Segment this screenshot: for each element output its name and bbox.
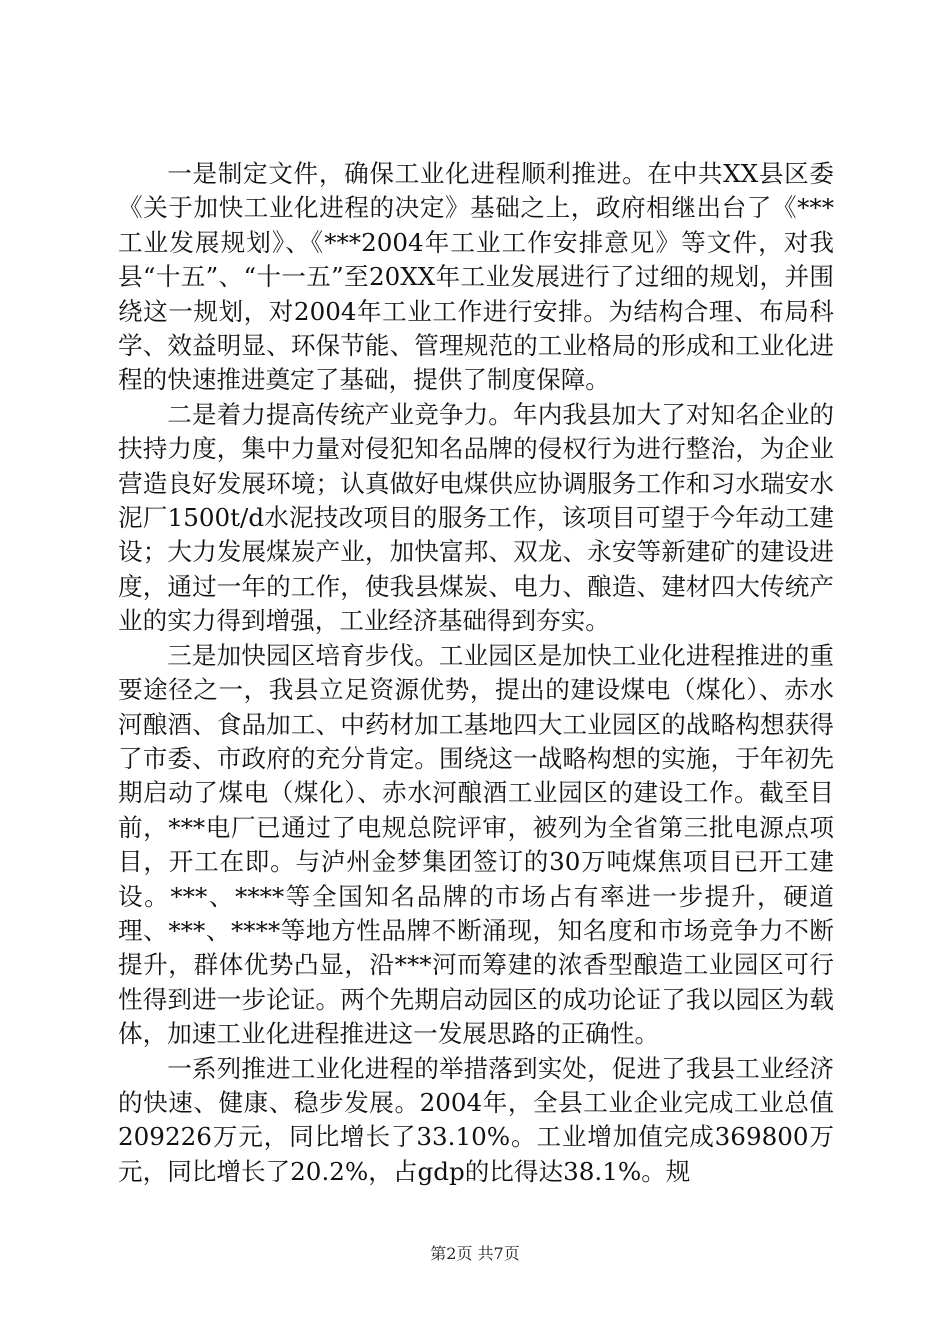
paragraph-1: 一是制定文件，确保工业化进程顺利推进。在中共XX县区委《关于加快工业化进程的决定》基础之上，政府相继出台了《***工业发展规划》、《***2004年工业工作安排意见》等文件，对我县“十五”、“十一五”至20XX年工业发展进行了过细的规划，并围绕这一规划，对2004年工业工作进行安排。为结构合理、布局科学、效益明显、环保节能、管理规范的工业格局的形成和工业化进程的快速推进奠定了基础，提供了制度保障。 — [118, 159, 834, 395]
body-text — [118, 157, 834, 1189]
paragraph-3: 三是加快园区培育步伐。工业园区是加快工业化进程推进的重要途径之一，我县立足资源优势，提出的建设煤电（煤化）、赤水河酿酒、食品加工、中药材加工基地四大工业园区的战略构想获得了市委、市政府的充分肯定。围绕这一战略构想的实施，于年初先期启动了煤电（煤化）、赤水河酿酒工业园区的建设工作。截至目前，***电厂已通过了电规总院评审，被列为全省第三批电源点项目，开工在即。与泸州金梦集团签订的30万吨煤焦项目已开工建设。***、****等全国知名品牌的市场占有率进一步提升，硬道理、***、****等地方性品牌不断涌现，知名度和市场竞争力不断提升，群体优势凸显，沿***河而筹建的浓香型酿造工业园区可行性得到进一步论证。两个先期启动园区的成功论证了我以园区为载体，加速工业化进程推进这一发展思路的正确性。 — [118, 640, 834, 1049]
page-number-footer: 第2页 共7页 — [430, 1244, 520, 1263]
paragraph-2: 二是着力提高传统产业竞争力。年内我县加大了对知名企业的扶持力度，集中力量对侵犯知名品牌的侵权行为进行整治，为企业营造良好发展环境；认真做好电煤供应协调服务工作和习水瑞安水泥厂1500t/d水泥技改项目的服务工作，该项目可望于今年动工建设；大力发展煤炭产业，加快富邦、双龙、永安等新建矿的建设进度，通过一年的工作，使我县煤炭、电力、酿造、建材四大传统产业的实力得到增强，工业经济基础得到夯实。 — [118, 399, 834, 636]
paragraph-4: 一系列推进工业化进程的举措落到实处，促进了我县工业经济的快速、健康、稳步发展。2004年，全县工业企业完成工业总值209226万元，同比增长了33.10%。工业增加值完成369800万元，同比增长了20.2%，占gdp的比得达38.1%。规 — [118, 1053, 834, 1186]
